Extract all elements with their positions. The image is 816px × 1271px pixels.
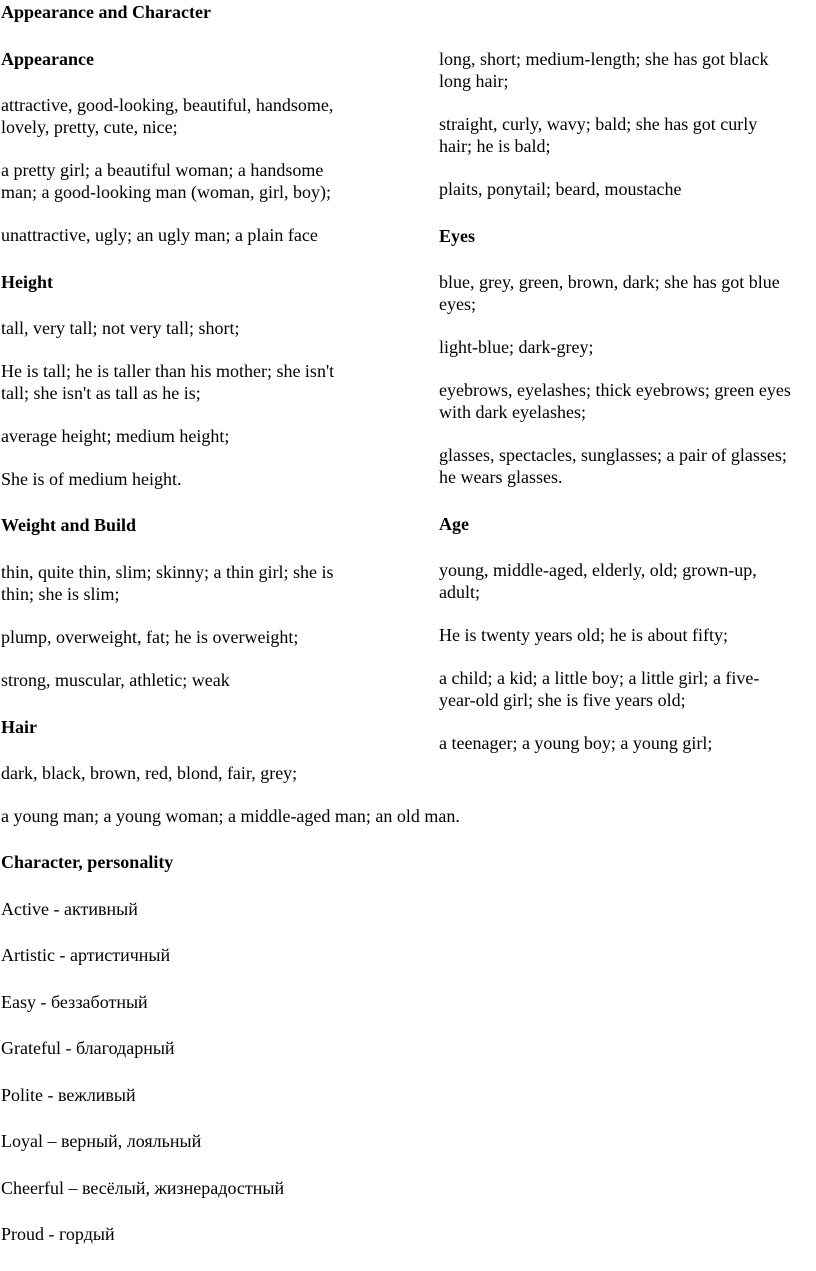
paragraph: eyebrows, eyelashes; thick eyebrows; green eyes with dark eyelashes;: [439, 380, 791, 422]
paragraph: thin, quite thin, slim; skinny; a thin girl; she is thin; she is slim;: [1, 562, 334, 604]
paragraph: a pretty girl; a beautiful woman; a handsome man; a good-looking man (woman, girl, boy);: [1, 160, 331, 202]
paragraph: glasses, spectacles, sunglasses; a pair of glasses; he wears glasses.: [439, 445, 787, 487]
paragraph: a young man; a young woman; a middle-aged man; an old man.: [1, 806, 460, 826]
paragraph: unattractive, ugly; an ugly man; a plain face: [1, 225, 318, 245]
paragraph: attractive, good-looking, beautiful, handsome, lovely, pretty, cute, nice;: [1, 95, 334, 137]
paragraph: plaits, ponytail; beard, moustache: [439, 179, 682, 199]
section-heading-hair: Hair: [1, 717, 37, 737]
paragraph: average height; medium height;: [1, 426, 230, 446]
paragraph: a teenager; a young boy; a young girl;: [439, 733, 713, 753]
vocab-item: Loyal – верный, лояльный: [1, 1131, 202, 1151]
section-heading-eyes: Eyes: [439, 226, 475, 246]
vocab-item: Polite - вежливый: [1, 1085, 136, 1105]
paragraph: tall, very tall; not very tall; short;: [1, 318, 240, 338]
vocab-item: Active - активный: [1, 899, 138, 919]
paragraph: strong, muscular, athletic; weak: [1, 670, 230, 690]
vocab-item: Artistic - артистичный: [1, 945, 171, 965]
paragraph: He is tall; he is taller than his mother; she isn't tall; she isn't as tall as he is;: [1, 361, 335, 403]
section-heading-weight-build: Weight and Build: [1, 515, 137, 535]
paragraph: He is twenty years old; he is about fifty;: [439, 625, 728, 645]
paragraph: light-blue; dark-grey;: [439, 337, 594, 357]
paragraph: plump, overweight, fat; he is overweight;: [1, 627, 299, 647]
paragraph: straight, curly, wavy; bald; she has got curly hair; he is bald;: [439, 114, 758, 156]
section-heading-appearance: Appearance: [1, 49, 94, 69]
vocab-item: Proud - гордый: [1, 1224, 115, 1244]
vocab-item: Easy - беззаботный: [1, 992, 148, 1012]
paragraph: young, middle-aged, elderly, old; grown-up, adult;: [439, 560, 757, 602]
paragraph: a child; a kid; a little boy; a little girl; a five- year-old girl; she is five years old;: [439, 668, 760, 710]
section-heading-age: Age: [439, 514, 469, 534]
paragraph: dark, black, brown, red, blond, fair, grey;: [1, 763, 298, 783]
vocab-item: Grateful - благодарный: [1, 1038, 175, 1058]
paragraph: She is of medium height.: [1, 469, 182, 489]
paragraph: long, short; medium-length; she has got black long hair;: [439, 49, 769, 91]
paragraph: blue, grey, green, brown, dark; she has got blue eyes;: [439, 272, 780, 314]
section-heading-character: Character, personality: [1, 852, 174, 872]
vocab-item: Cheerful – весёлый, жизнерадостный: [1, 1178, 285, 1198]
section-heading-height: Height: [1, 272, 53, 292]
page-title: Appearance and Character: [1, 2, 211, 22]
